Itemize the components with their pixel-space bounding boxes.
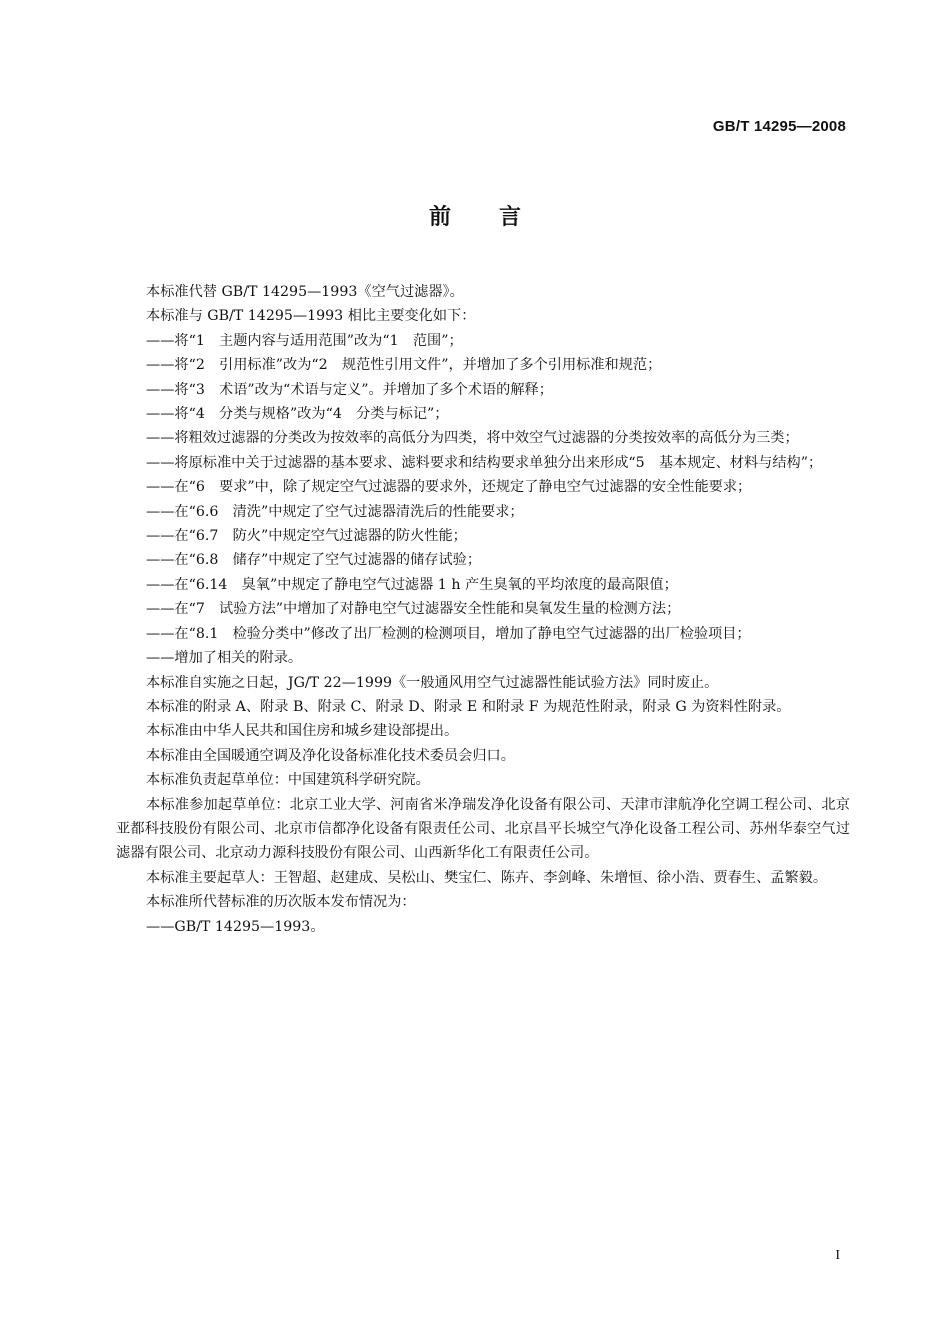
page-number: I — [835, 1248, 840, 1263]
body-paragraph: 本标准由全国暖通空调及净化设备标准化技术委员会归口。 — [146, 747, 515, 764]
change-list-item: ——在“6.7 防火”中规定空气过滤器的防火性能； — [146, 528, 467, 545]
change-list-item: ——在“6 要求”中，除了规定空气过滤器的要求外，还规定了静电空气过滤器的安全性能要求； — [146, 479, 752, 496]
change-list-item: ——将“4 分类与规格”改为“4 分类与标记”； — [146, 406, 449, 423]
document-body — [116, 280, 850, 939]
change-list-item: ——在“8.1 检验分类中”修改了出厂检测的检测项目，增加了静电空气过滤器的出厂检验项目； — [146, 625, 751, 642]
change-list-item: ——增加了相关的附录。 — [146, 650, 303, 667]
standard-number: GB/T 14295—2008 — [712, 118, 846, 135]
change-list-item: ——将“3 术语”改为“术语与定义”。并增加了多个术语的解释； — [146, 381, 553, 398]
change-list-item: ——在“6.6 清洗”中规定了空气过滤器清洗后的性能要求； — [146, 503, 524, 520]
change-list-item: ——将“2 引用标准”改为“2 规范性引用文件”，并增加了多个引用标准和规范； — [146, 357, 662, 374]
body-paragraph: ——GB/T 14295—1993。 — [146, 918, 325, 935]
body-paragraph: 本标准负责起草单位：中国建筑科学研究院。 — [146, 772, 430, 789]
body-paragraph: 本标准自实施之日起，JG/T 22—1999《一般通风用空气过滤器性能试验方法》同时废止。 — [146, 674, 719, 691]
body-paragraph: 本标准与 GB/T 14295—1993 相比主要变化如下： — [146, 308, 476, 325]
body-paragraph: 本标准参加起草单位：北京工业大学、河南省米净瑞发净化设备有限公司、天津市津航净化空调工程公司、北京亚都科技股份有限公司、北京市信都净化设备有限责任公司、北京昌平长城空气净化设备工程公司、苏州华泰空气过滤器有限公司、北京动力源科技股份有限公司、山西新华化工有限责任公司。 — [116, 796, 850, 862]
change-list-item: ——将原标准中关于过滤器的基本要求、滤料要求和结构要求单独分出来形成“5 基本规定、材料与结构”； — [146, 454, 823, 471]
body-paragraph: 本标准的附录 A、附录 B、附录 C、附录 D、附录 E 和附录 F 为规范性附录，附录 G 为资料性附录。 — [146, 698, 791, 715]
body-paragraph: 本标准代替 GB/T 14295—1993《空气过滤器》。 — [146, 284, 464, 300]
page-title: 前言 — [428, 205, 569, 230]
change-list-item: ——在“6.8 储存”中规定了空气过滤器的储存试验； — [146, 552, 482, 569]
change-list-item: ——在“7 试验方法”中增加了对静电空气过滤器安全性能和臭氧发生量的检测方法； — [146, 601, 681, 618]
change-list-item: ——将粗效过滤器的分类改为按效率的高低分为四类，将中效空气过滤器的分类按效率的高低分为三类； — [146, 430, 799, 447]
body-paragraph: 本标准主要起草人：王智超、赵建成、吴松山、樊宝仁、陈卉、李剑峰、朱增恒、徐小浩、贾春生、孟繁毅。 — [146, 869, 828, 886]
body-paragraph: 本标准所代替标准的历次版本发布情况为： — [146, 894, 416, 911]
change-list-item: ——在“6.14 臭氧”中规定了静电空气过滤器 1 h 产生臭氧的平均浓度的最高限值； — [146, 576, 678, 593]
change-list-item: ——将“1 主题内容与适用范围”改为“1 范围”； — [146, 332, 463, 349]
body-paragraph: 本标准由中华人民共和国住房和城乡建设部提出。 — [146, 723, 459, 740]
